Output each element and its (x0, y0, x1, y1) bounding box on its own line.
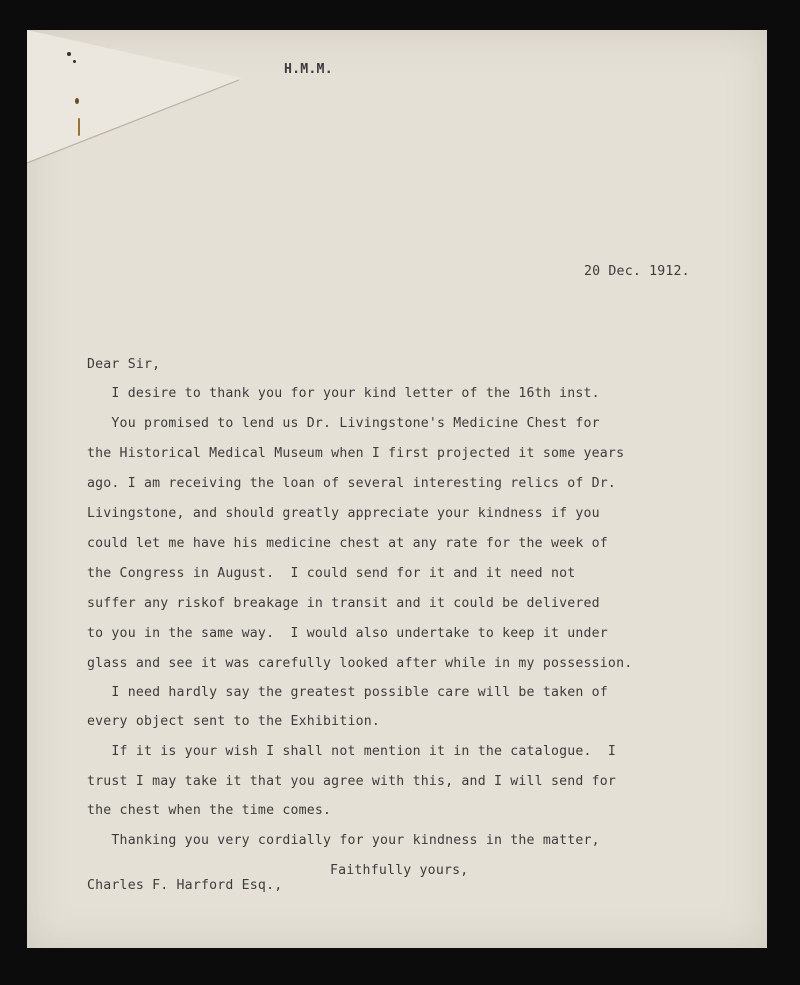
body-line: ago. I am receiving the loan of several interesting relics of Dr. (87, 476, 617, 491)
body-line: If it is your wish I shall not mention it in the catalogue. I (87, 744, 617, 759)
closing: Faithfully yours, (330, 863, 469, 878)
body-line: You promised to lend us Dr. Livingstone's Medicine Chest for (87, 416, 600, 431)
body-line: Thanking you very cordially for your kindness in the matter, (87, 833, 600, 848)
ink-spot (73, 60, 76, 63)
reference-initials: H.M.M. (284, 62, 333, 77)
body-line: I desire to thank you for your kind letter of the 16th inst. (87, 386, 600, 401)
body-line: the Historical Medical Museum when I first projected it some years (87, 446, 625, 461)
fold-crease (27, 30, 287, 180)
salutation: Dear Sir, (87, 357, 161, 372)
stain-mark (78, 118, 80, 136)
stain-mark (75, 98, 79, 104)
letter-sheet (27, 30, 767, 948)
body-line: could let me have his medicine chest at any rate for the week of (87, 536, 608, 551)
body-line: every object sent to the Exhibition. (87, 714, 381, 729)
body-line: the chest when the time comes. (87, 803, 332, 818)
body-line: Livingstone, and should greatly appreciate your kindness if you (87, 506, 600, 521)
body-line: suffer any riskof breakage in transit and it could be delivered (87, 596, 600, 611)
letter-date: 20 Dec. 1912. (584, 264, 690, 279)
body-line: the Congress in August. I could send for it and it need not (87, 566, 576, 581)
body-line: glass and see it was carefully looked after while in my possession. (87, 656, 633, 671)
recipient-name: Charles F. Harford Esq., (87, 878, 283, 893)
body-line: to you in the same way. I would also undertake to keep it under (87, 626, 608, 641)
body-line: trust I may take it that you agree with this, and I will send for (87, 774, 617, 789)
ink-spot (67, 52, 71, 56)
body-line: I need hardly say the greatest possible care will be taken of (87, 685, 608, 700)
